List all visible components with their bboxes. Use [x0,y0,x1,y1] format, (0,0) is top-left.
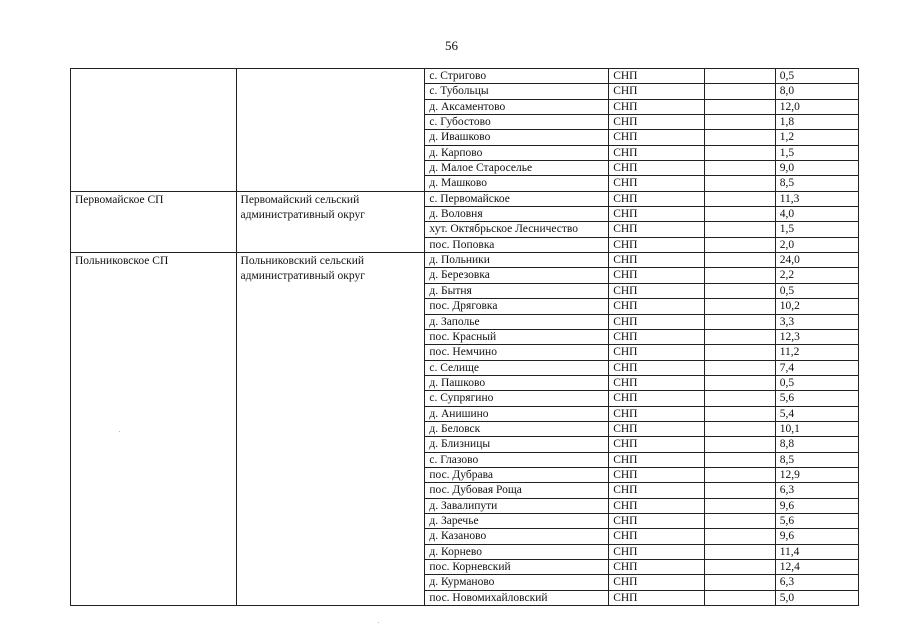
municipality-cell [71,69,237,192]
extra-cell [704,329,775,344]
type-cell: СНП [609,406,704,421]
extra-cell [704,452,775,467]
settlement-cell: с. Стригово [425,69,609,84]
settlement-cell: с. Супрягино [425,391,609,406]
extra-cell [704,575,775,590]
extra-cell [704,99,775,114]
value-cell: 12,9 [775,467,858,482]
value-cell: 2,0 [775,237,858,252]
value-cell: 1,2 [775,130,858,145]
extra-cell [704,130,775,145]
extra-cell [704,375,775,390]
type-cell: СНП [609,99,704,114]
value-cell: 11,2 [775,345,858,360]
settlement-cell: с. Селище [425,360,609,375]
scan-speck [119,431,120,432]
value-cell: 0,5 [775,375,858,390]
type-cell: СНП [609,314,704,329]
extra-cell [704,560,775,575]
value-cell: 11,3 [775,191,858,206]
settlement-cell: д. Березовка [425,268,609,283]
extra-cell [704,544,775,559]
settlement-cell: пос. Поповка [425,237,609,252]
settlement-cell: пос. Корневский [425,560,609,575]
settlement-cell: пос. Дряговка [425,299,609,314]
type-cell: СНП [609,590,704,605]
district-cell: Первомайский сельский административный округ [236,191,425,252]
value-cell: 5,0 [775,590,858,605]
extra-cell [704,145,775,160]
type-cell: СНП [609,176,704,191]
table-row [71,191,859,206]
value-cell: 12,3 [775,329,858,344]
type-cell: СНП [609,360,704,375]
value-cell: 12,0 [775,99,858,114]
settlement-cell: д. Заречье [425,513,609,528]
value-cell: 8,5 [775,452,858,467]
type-cell: СНП [609,560,704,575]
extra-cell [704,345,775,360]
value-cell: 9,6 [775,529,858,544]
extra-cell [704,360,775,375]
settlement-cell: д. Завалипути [425,498,609,513]
type-cell: СНП [609,268,704,283]
page-number: 56 [445,38,458,53]
extra-cell [704,115,775,130]
settlement-cell: с. Губостово [425,115,609,130]
type-cell: СНП [609,253,704,268]
extra-cell [704,590,775,605]
settlement-cell: д. Корнево [425,544,609,559]
extra-cell [704,483,775,498]
settlement-cell: д. Машково [425,176,609,191]
settlement-cell: д. Анишино [425,406,609,421]
type-cell: СНП [609,498,704,513]
type-cell: СНП [609,529,704,544]
value-cell: 1,5 [775,222,858,237]
settlement-cell: д. Польники [425,253,609,268]
value-cell: 24,0 [775,253,858,268]
type-cell: СНП [609,345,704,360]
extra-cell [704,299,775,314]
value-cell: 6,3 [775,483,858,498]
value-cell: 2,2 [775,268,858,283]
table-row [71,253,859,268]
type-cell: СНП [609,283,704,298]
district-cell [236,69,425,192]
extra-cell [704,268,775,283]
type-cell: СНП [609,115,704,130]
extra-cell [704,191,775,206]
extra-cell [704,176,775,191]
value-cell: 4,0 [775,207,858,222]
settlement-cell: пос. Новомихайловский [425,590,609,605]
value-cell: 0,5 [775,283,858,298]
table-row [71,69,859,84]
value-cell: 6,3 [775,575,858,590]
type-cell: СНП [609,421,704,436]
type-cell: СНП [609,69,704,84]
type-cell: СНП [609,575,704,590]
settlement-cell: хут. Октябрьское Лесничество [425,222,609,237]
extra-cell [704,314,775,329]
value-cell: 9,0 [775,161,858,176]
extra-cell [704,222,775,237]
type-cell: СНП [609,391,704,406]
type-cell: СНП [609,544,704,559]
extra-cell [704,391,775,406]
type-cell: СНП [609,299,704,314]
settlements-table [70,68,859,606]
extra-cell [704,467,775,482]
value-cell: 0,5 [775,69,858,84]
settlement-cell: пос. Дубовая Роща [425,483,609,498]
type-cell: СНП [609,329,704,344]
value-cell: 10,2 [775,299,858,314]
settlement-cell: д. Бытня [425,283,609,298]
settlement-cell: д. Ивашково [425,130,609,145]
municipality-cell: Первомайское СП [71,191,237,252]
extra-cell [704,437,775,452]
settlement-cell: д. Близницы [425,437,609,452]
type-cell: СНП [609,84,704,99]
settlement-cell: д. Курманово [425,575,609,590]
settlement-cell: пос. Дубрава [425,467,609,482]
value-cell: 12,4 [775,560,858,575]
type-cell: СНП [609,130,704,145]
extra-cell [704,84,775,99]
value-cell: 8,0 [775,84,858,99]
type-cell: СНП [609,452,704,467]
type-cell: СНП [609,222,704,237]
table-body [71,69,859,606]
value-cell: 1,5 [775,145,858,160]
extra-cell [704,253,775,268]
value-cell: 9,6 [775,498,858,513]
value-cell: 8,5 [775,176,858,191]
settlement-cell: пос. Красный [425,329,609,344]
settlement-cell: д. Беловск [425,421,609,436]
settlement-cell: пос. Немчино [425,345,609,360]
value-cell: 5,4 [775,406,858,421]
settlement-cell: д. Карпово [425,145,609,160]
settlement-cell: с. Первомайское [425,191,609,206]
value-cell: 1,8 [775,115,858,130]
settlement-cell: д. Воловня [425,207,609,222]
type-cell: СНП [609,513,704,528]
settlement-cell: с. Тубольцы [425,84,609,99]
extra-cell [704,498,775,513]
value-cell: 10,1 [775,421,858,436]
type-cell: СНП [609,467,704,482]
type-cell: СНП [609,145,704,160]
extra-cell [704,283,775,298]
extra-cell [704,529,775,544]
settlement-cell: д. Казаново [425,529,609,544]
extra-cell [704,161,775,176]
type-cell: СНП [609,437,704,452]
type-cell: СНП [609,191,704,206]
type-cell: СНП [609,207,704,222]
value-cell: 11,4 [775,544,858,559]
extra-cell [704,207,775,222]
extra-cell [704,513,775,528]
type-cell: СНП [609,161,704,176]
extra-cell [704,237,775,252]
extra-cell [704,421,775,436]
settlement-cell: д. Малое Староселье [425,161,609,176]
extra-cell [704,69,775,84]
type-cell: СНП [609,483,704,498]
district-cell: Польниковский сельский административный округ [236,253,425,606]
value-cell: 5,6 [775,391,858,406]
value-cell: 8,8 [775,437,858,452]
type-cell: СНП [609,237,704,252]
extra-cell [704,406,775,421]
settlement-cell: д. Заполье [425,314,609,329]
settlement-cell: д. Аксаментово [425,99,609,114]
settlement-cell: д. Пашково [425,375,609,390]
type-cell: СНП [609,375,704,390]
value-cell: 7,4 [775,360,858,375]
value-cell: 3,3 [775,314,858,329]
municipality-cell: Польниковское СП [71,253,237,606]
settlement-cell: с. Глазово [425,452,609,467]
value-cell: 5,6 [775,513,858,528]
scan-speck [378,622,379,623]
